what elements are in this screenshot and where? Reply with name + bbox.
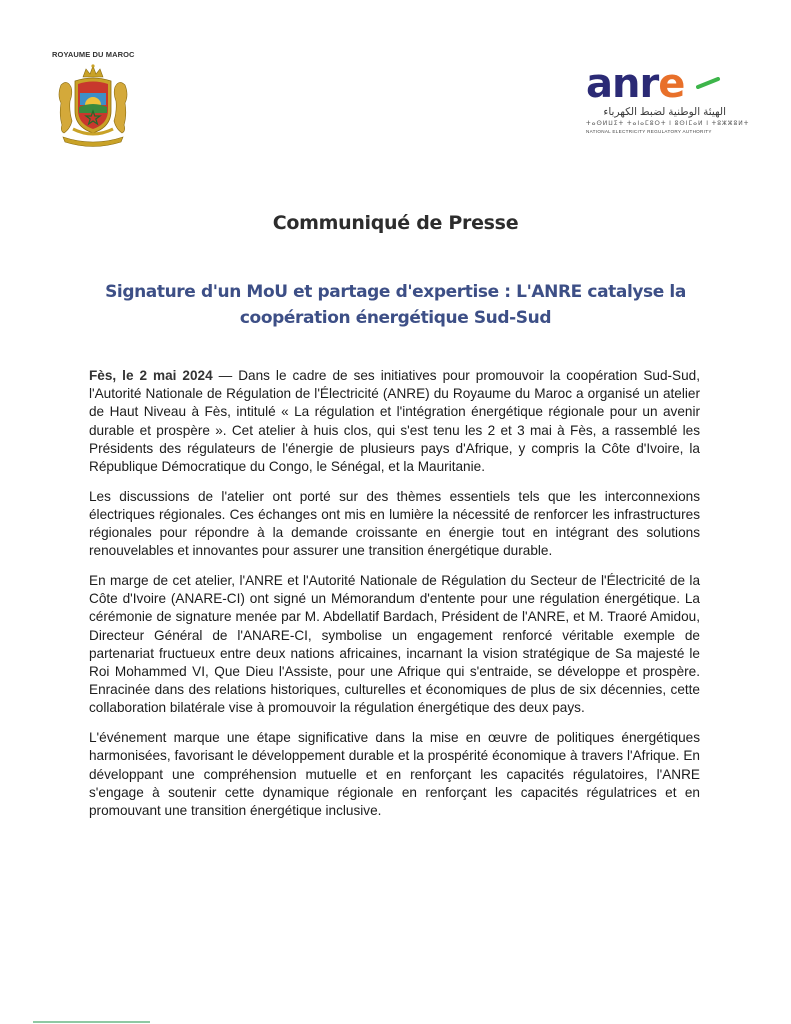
paragraph-3: En marge de cet atelier, l'ANRE et l'Autorité Nationale de Régulation du Secteur de l'Électricité de la Côte d'Ivoire (ANARE-CI) ont signé un Mémorandum d'entente pour une régulation énergétique. La cérémonie de signature menée par M. Abdellatif Bardach, Président de l'ANRE, et M. Traoré Amidou, Directeur Général de l'ANARE-CI, symbolise un engagement renforcé véritable exemple de partenariat fructueux entre deux nations africaines, incarnant la vision stratégique de Sa majesté le Roi Mohammed VI, Que Dieu l'Assiste, pour une Afrique qui s'entraide, se développe et prospère. Enracinée dans des relations historiques, culturelles et économiques de plus de six décennies, cette collaboration bilatérale vise à promouvoir la régulation énergétique des deux pays. [89,573,700,716]
anre-tifinagh-name: ⵜⴰⵙⵍⵡⵉⵜ ⵜⴰⵏⴰⵎⵓⵔⵜ ⵏ ⵓⵙⵏⵎⴰⵍ ⵏ ⵜⵓⵣⵣⵓⵍⵜ [586,121,750,127]
anre-wordmark [586,61,685,107]
paragraph-4: L'événement marque une étape significative dans la mise en œuvre de politiques énergétiques harmonisées, favorisant le développement durable et la prospérité économique à travers l'Afrique. En développant une compréhension mutuelle et en renforçant les capacités régulatoires, l'ANRE s'engage à soutenir cette dynamique régionale en renforçant les capacités régulatrices et en promouvant une transition énergétique inclusive. [89,730,700,818]
headline: Signature d'un MoU et partage d'expertise : L'ANRE catalyse la coopération énergétique Sud-Sud [105,282,686,328]
paragraph-1 [89,367,700,476]
paragraph-1-text: — Dans le cadre de ses initiatives pour promouvoir la coopération Sud-Sud, l'Autorité Nationale de Régulation de l'Électricité (ANRE) du Royaume du Maroc a organisé un atelier de Haut Niveau à Fès, intitulé « La régulation et l'intégration énergétique régionale pour un avenir durable et prospère ». Cet atelier à huis clos, qui s'est tenu les 2 et 3 mai à Fès, a rassemblé les Présidents des régulateurs de l'énergie de plusieurs pays d'Afrique, y compris la Côte d'Ivoire, la République Démocratique du Congo, le Sénégal, et la Mauritanie. [89,368,700,475]
page-title: Communiqué de Presse [272,212,519,234]
footer-divider [33,1021,150,1023]
anre-logo [586,61,750,144]
kingdom-label: ROYAUME DU MAROC [52,50,135,59]
article-body [89,367,700,832]
anre-arabic-name: الهيئة الوطنية لضبط الكهرباء [603,106,726,118]
dateline: Fès, le 2 mai 2024 [89,368,213,383]
anre-wordmark-accent: e [658,61,685,107]
coat-of-arms-icon [53,63,133,147]
anre-english-name: NATIONAL ELECTRICITY REGULATORY AUTHORITY [586,129,712,134]
anre-wordmark-main: anr [586,61,659,107]
paragraph-2: Les discussions de l'atelier ont porté sur des thèmes essentiels tels que les interconnexions électriques régionales. Ces échanges ont mis en lumière la nécessité de renforcer les infrastructures régionales pour répondre à la demande croissante en énergie tout en intégrant des solutions renouvelables et innovantes pour assurer une transition énergétique durable. [89,488,700,559]
green-plug-icon [696,77,722,89]
